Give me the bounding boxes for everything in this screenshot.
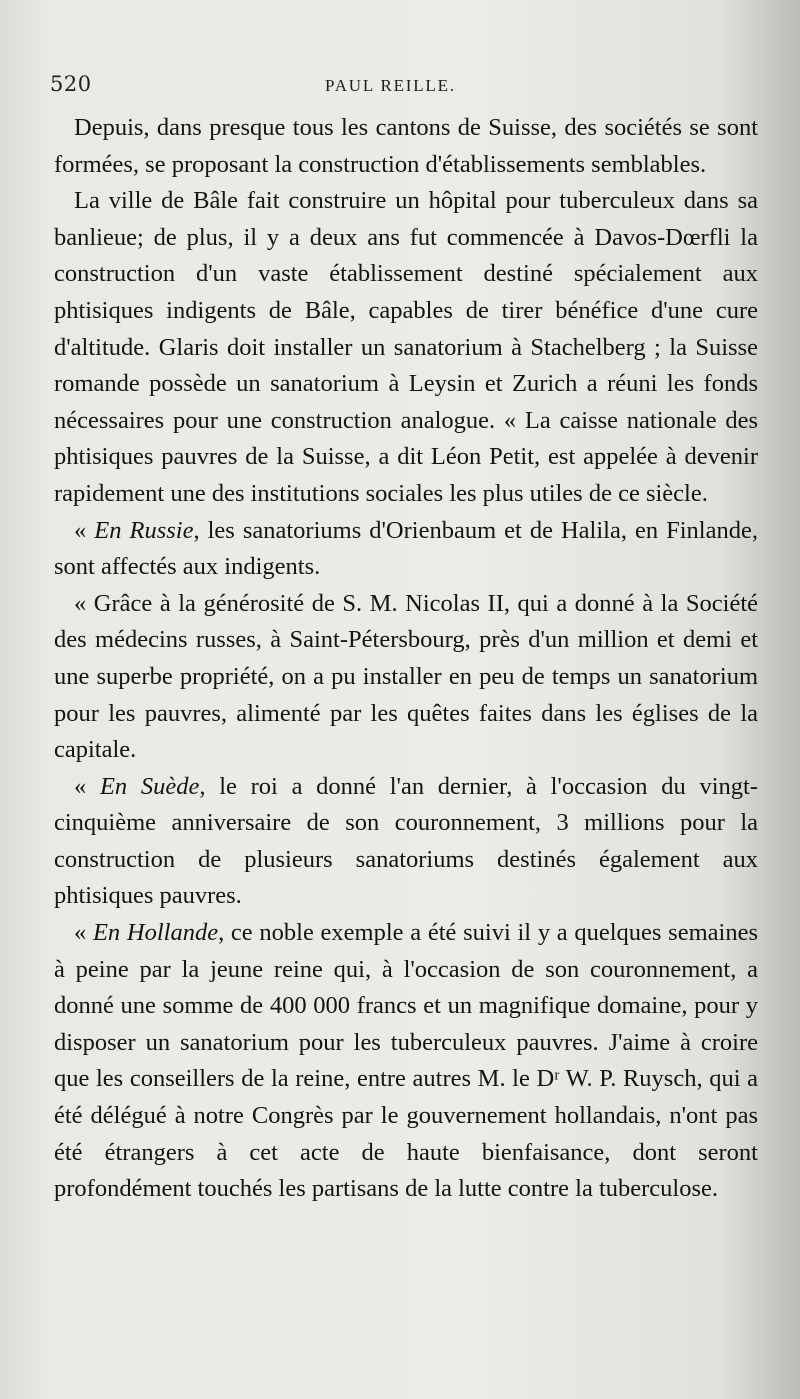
- paragraph-text: , le roi a donné l'an dernier, à l'occasion du vingt-cinquième anniversaire de son couronnement, 3 millions pour la construction de plusieurs sanatoriums destinés également aux phtisiques pauvres.: [54, 772, 759, 910]
- paragraph-bale: La ville de Bâle fait construire un hôpital pour tuberculeux dans sa banlieue; de plus, il y a deux ans fut commencée à Davos-Dœrfli la construction d'un vaste établissement destiné spécialement aux phtisiques indigents de Bâle, capables de tirer bénéfice d'une cure d'altitude. Glaris doit installer un sanatorium à Stachelberg ; la Suisse romande possède un sanatorium à Leysin et Zurich a réuni les fonds nécessaires pour une construction analogue. « La caisse nationale des phtisiques pauvres de la Suisse, a dit Léon Petit, est appelée à devenir rapidement une des institutions sociales les plus utiles de ce siècle.: [54, 187, 758, 507]
- paragraph-text: , ce noble exemple a été suivi il y a quelques semaines à peine par la jeune reine qui, à l'occasion de son couronnement, a donné une somme de 400 000 francs et un magnifique domaine, pour y disposer un sanatorium pour les tuberculeux pauvres. J'aime à croire que les conseillers de la reine, entre autres M. le Dʳ W. P. Ruysch, qui a été délégué à notre Congrès par le gouvernement hollandais, n'ont pas été étrangers à cet acte de haute bienfaisance, dont seront profondément touchés les partisans de la lutte contre la tuberculose.: [54, 919, 758, 1203]
- quote-mark: «: [74, 772, 100, 800]
- country-emphasis: En Hollande: [92, 919, 219, 947]
- quote-mark: «: [74, 919, 93, 947]
- paragraph-hollande: [54, 915, 758, 1208]
- quote-mark: «: [74, 516, 95, 544]
- paragraph-russie: [54, 513, 758, 586]
- page-header: [50, 72, 770, 104]
- body-text: [54, 110, 758, 1208]
- country-emphasis: En Suède: [99, 772, 200, 800]
- running-head: PAUL REILLE.: [325, 76, 456, 95]
- page-number: 520: [50, 72, 92, 96]
- country-emphasis: En Russie: [94, 516, 194, 544]
- paragraph-suede: [54, 769, 758, 915]
- paragraph-text: , les sanatoriums d'Orienbaum et de Halila, en Finlande, sont affectés aux indigents.: [54, 516, 758, 581]
- paragraph-cantons: Depuis, dans presque tous les cantons de Suisse, des sociétés se sont formées, se proposant la construction d'établissements semblables.: [54, 114, 758, 178]
- paragraph-nicolas: « Grâce à la générosité de S. M. Nicolas II, qui a donné à la Société des médecins russes, à Saint-Pétersbourg, près d'un million et demi et une superbe propriété, on a pu installer en peu de temps un sanatorium pour les pauvres, alimenté par les quêtes faites dans les églises de la capitale.: [54, 589, 758, 764]
